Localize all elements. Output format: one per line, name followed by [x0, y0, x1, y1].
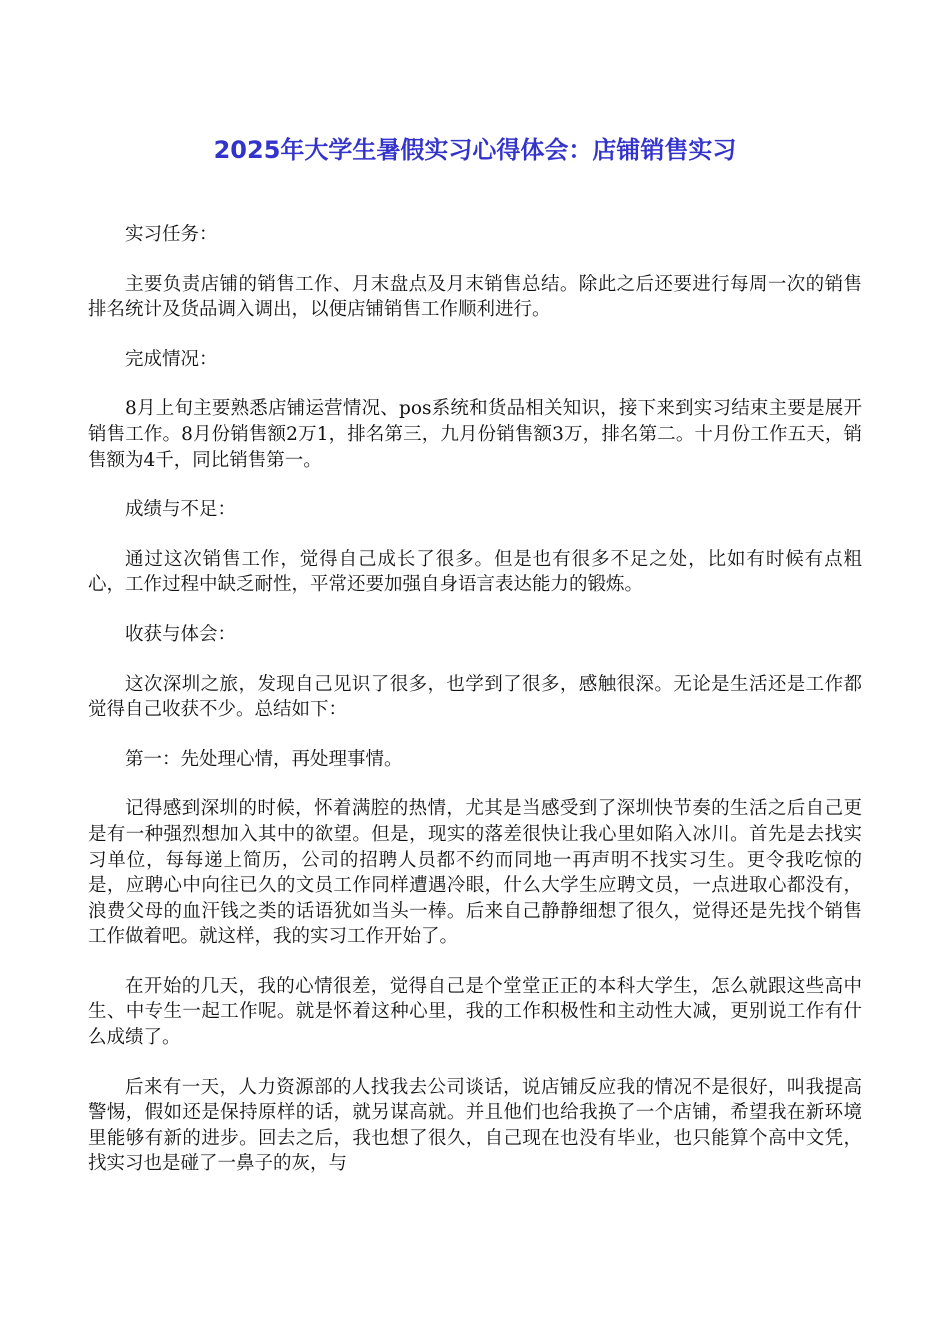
paragraph-arrival: 记得感到深圳的时候，怀着满腔的热情，尤其是当感受到了深圳快节奏的生活之后自己更是有一种强烈想加入其中的欲望。但是，现实的落差很快让我心里如陷入冰川。首先是去找实习单位，每每递上简历，公司的招聘人员都不约而同地一再声明不找实习生。更令我吃惊的是，应聘心中向往已久的文员工作同样遭遇冷眼，什么大学生应聘文员，一点进取心都没有，浪费父母的血汗钱之类的话语犹如当头一棒。后来自己静静细想了很久，觉得还是先找个销售工作做着吧。就这样，我的实习工作开始了。	[88, 798, 862, 948]
paragraph-completion: 8月上旬主要熟悉店铺运营情况、pos系统和货品相关知识，接下来到实习结束主要是展开销售工作。8月份销售额2万1，排名第三，九月份销售额3万，排名第二。十月份工作五天，销售额为4千，同比销售第一。	[88, 398, 862, 471]
paragraph-task-description: 主要负责店铺的销售工作、月末盘点及月末销售总结。除此之后还要进行每周一次的销售排名统计及货品调入调出，以便店铺销售工作顺利进行。	[88, 273, 862, 321]
document-body	[88, 222, 862, 1201]
paragraph-first-days: 在开始的几天，我的心情很差，觉得自己是个堂堂正正的本科大学生，怎么就跟这些高中生、中专生一起工作呢。就是怀着这种心里，我的工作积极性和主动性大减，更别说工作有什么成绩了。	[88, 975, 862, 1049]
paragraph-gains-intro: 这次深圳之旅，发现自己见识了很多，也学到了很多，感触很深。无论是生活还是工作都觉得自己收获不少。总结如下：	[88, 673, 862, 721]
document-title: 2025年大学生暑假实习心得体会：店铺销售实习	[213, 136, 737, 164]
section-heading-completion: 完成情况：	[125, 348, 218, 370]
section-heading-task: 实习任务：	[125, 224, 218, 245]
section-heading-gains: 收获与体会：	[125, 623, 237, 645]
paragraph-achievements: 通过这次销售工作，觉得自己成长了很多。但是也有很多不足之处，比如有时候有点粗心，工作过程中缺乏耐性，平常还要加强自身语言表达能力的锻炼。	[88, 548, 862, 596]
section-heading-achievements: 成绩与不足：	[125, 499, 237, 521]
paragraph-later: 后来有一天，人力资源部的人找我去公司谈话，说店铺反应我的情况不是很好，叫我提高警惕，假如还是保持原样的话，就另谋高就。并且他们也给我换了一个店铺，希望我在新环境里能够有新的进步。回去之后，我也想了很久，自己现在也没有毕业，也只能算个高中文凭，找实习也是碰了一鼻子的灰，与	[88, 1076, 862, 1175]
paragraph-point-one: 第一：先处理心情，再处理事情。	[125, 748, 403, 770]
